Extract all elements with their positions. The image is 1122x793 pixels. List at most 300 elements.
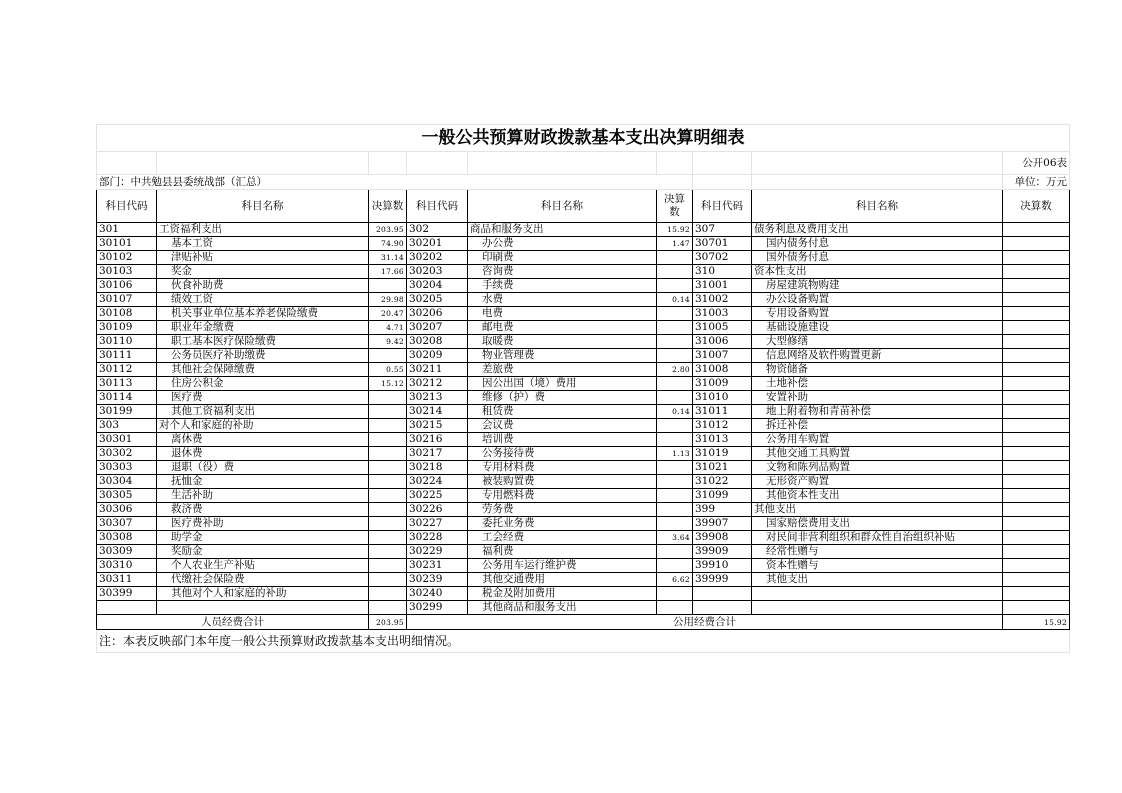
item-amount bbox=[1003, 349, 1070, 363]
table-row bbox=[97, 433, 1070, 447]
item-name: 办公费 bbox=[468, 237, 657, 251]
item-amount bbox=[369, 489, 407, 503]
table-row bbox=[97, 545, 1070, 559]
department-label: 部门：中共勉县县委统战部（汇总） bbox=[97, 175, 693, 190]
table-row bbox=[97, 419, 1070, 433]
item-amount bbox=[1003, 433, 1070, 447]
item-amount bbox=[369, 391, 407, 405]
item-name bbox=[157, 601, 369, 615]
item-name: 住房公积金 bbox=[157, 377, 369, 391]
item-name: 代缴社会保险费 bbox=[157, 573, 369, 587]
item-amount bbox=[1003, 223, 1070, 237]
item-name: 基本工资 bbox=[157, 237, 369, 251]
item-amount bbox=[657, 503, 693, 517]
item-amount bbox=[1003, 405, 1070, 419]
item-code: 30701 bbox=[693, 237, 752, 251]
item-name: 退休费 bbox=[157, 447, 369, 461]
item-code: 30206 bbox=[407, 307, 468, 321]
item-code: 30224 bbox=[407, 475, 468, 489]
item-amount: 1.13 bbox=[657, 447, 693, 461]
item-name: 其他资本性支出 bbox=[752, 489, 1003, 503]
item-code: 39910 bbox=[693, 559, 752, 573]
item-name: 大型修缮 bbox=[752, 335, 1003, 349]
item-name: 职工基本医疗保险缴费 bbox=[157, 335, 369, 349]
item-amount: 203.95 bbox=[369, 223, 407, 237]
item-code: 30226 bbox=[407, 503, 468, 517]
item-code: 30209 bbox=[407, 349, 468, 363]
item-name: 无形资产购置 bbox=[752, 475, 1003, 489]
item-amount bbox=[657, 265, 693, 279]
item-name: 劳务费 bbox=[468, 503, 657, 517]
item-amount bbox=[369, 503, 407, 517]
item-amount bbox=[657, 461, 693, 475]
item-name: 专用燃料费 bbox=[468, 489, 657, 503]
item-amount bbox=[1003, 363, 1070, 377]
item-name: 奖金 bbox=[157, 265, 369, 279]
item-amount bbox=[369, 517, 407, 531]
item-name: 奖励金 bbox=[157, 545, 369, 559]
table-row bbox=[97, 601, 1070, 615]
item-name: 房屋建筑物购建 bbox=[752, 279, 1003, 293]
item-amount: 17.66 bbox=[369, 265, 407, 279]
item-code: 30107 bbox=[97, 293, 157, 307]
item-code: 30103 bbox=[97, 265, 157, 279]
item-name: 救济费 bbox=[157, 503, 369, 517]
item-amount bbox=[1003, 335, 1070, 349]
table-row bbox=[97, 279, 1070, 293]
item-amount bbox=[1003, 461, 1070, 475]
item-code: 30101 bbox=[97, 237, 157, 251]
item-code: 30214 bbox=[407, 405, 468, 419]
item-amount: 4.71 bbox=[369, 321, 407, 335]
footnote: 注：本表反映部门本年度一般公共预算财政拨款基本支出明细情况。 bbox=[97, 630, 1070, 653]
item-name: 其他支出 bbox=[752, 573, 1003, 587]
table-row bbox=[97, 503, 1070, 517]
item-amount bbox=[657, 601, 693, 615]
item-code: 31013 bbox=[693, 433, 752, 447]
item-amount bbox=[657, 377, 693, 391]
table-header-row bbox=[97, 190, 1070, 223]
item-name: 职业年金缴费 bbox=[157, 321, 369, 335]
personnel-total-value: 203.95 bbox=[369, 615, 407, 630]
item-amount bbox=[1003, 377, 1070, 391]
table-row bbox=[97, 349, 1070, 363]
personnel-total-label: 人员经费合计 bbox=[97, 615, 369, 630]
item-amount bbox=[369, 405, 407, 419]
item-amount bbox=[657, 321, 693, 335]
report-title: 一般公共预算财政拨款基本支出决算明细表 bbox=[97, 125, 1070, 152]
table-row bbox=[97, 447, 1070, 461]
header-name-2: 科目名称 bbox=[468, 190, 657, 223]
item-code: 30213 bbox=[407, 391, 468, 405]
item-code: 31005 bbox=[693, 321, 752, 335]
table-row bbox=[97, 377, 1070, 391]
item-name: 物资储备 bbox=[752, 363, 1003, 377]
item-code: 30201 bbox=[407, 237, 468, 251]
item-amount bbox=[657, 587, 693, 601]
table-row bbox=[97, 391, 1070, 405]
header-name-1: 科目名称 bbox=[157, 190, 369, 223]
table-row bbox=[97, 237, 1070, 251]
header-code-3: 科目代码 bbox=[693, 190, 752, 223]
item-code: 30302 bbox=[97, 447, 157, 461]
table-row bbox=[97, 475, 1070, 489]
item-amount bbox=[657, 279, 693, 293]
item-code: 30114 bbox=[97, 391, 157, 405]
item-code: 30102 bbox=[97, 251, 157, 265]
item-code: 31009 bbox=[693, 377, 752, 391]
item-code: 30110 bbox=[97, 335, 157, 349]
item-code: 307 bbox=[693, 223, 752, 237]
item-code: 31007 bbox=[693, 349, 752, 363]
item-code: 302 bbox=[407, 223, 468, 237]
item-name: 印刷费 bbox=[468, 251, 657, 265]
item-name: 国内债务付息 bbox=[752, 237, 1003, 251]
item-code: 30305 bbox=[97, 489, 157, 503]
item-amount bbox=[1003, 265, 1070, 279]
item-amount: 15.12 bbox=[369, 377, 407, 391]
item-code: 31010 bbox=[693, 391, 752, 405]
item-amount bbox=[1003, 237, 1070, 251]
item-name: 机关事业单位基本养老保险缴费 bbox=[157, 307, 369, 321]
item-amount: 20.47 bbox=[369, 307, 407, 321]
item-code: 30204 bbox=[407, 279, 468, 293]
item-amount bbox=[657, 489, 693, 503]
item-name: 其他交通费用 bbox=[468, 573, 657, 587]
item-name: 资本性支出 bbox=[752, 265, 1003, 279]
table-row bbox=[97, 265, 1070, 279]
item-amount bbox=[657, 307, 693, 321]
item-name: 其他社会保障缴费 bbox=[157, 363, 369, 377]
item-code: 30702 bbox=[693, 251, 752, 265]
item-code: 30227 bbox=[407, 517, 468, 531]
item-amount bbox=[657, 545, 693, 559]
item-name: 信息网络及软件购置更新 bbox=[752, 349, 1003, 363]
item-amount: 0.14 bbox=[657, 293, 693, 307]
header-name-3: 科目名称 bbox=[752, 190, 1003, 223]
item-name bbox=[752, 601, 1003, 615]
item-amount bbox=[657, 349, 693, 363]
item-code: 30304 bbox=[97, 475, 157, 489]
item-amount bbox=[1003, 447, 1070, 461]
item-code: 31006 bbox=[693, 335, 752, 349]
item-name: 其他工资福利支出 bbox=[157, 405, 369, 419]
item-code: 31011 bbox=[693, 405, 752, 419]
item-amount bbox=[1003, 251, 1070, 265]
item-name: 土地补偿 bbox=[752, 377, 1003, 391]
item-amount: 0.14 bbox=[657, 405, 693, 419]
item-name: 医疗费补助 bbox=[157, 517, 369, 531]
item-amount bbox=[1003, 489, 1070, 503]
header-amount-1: 决算数 bbox=[369, 190, 407, 223]
item-name: 对个人和家庭的补助 bbox=[157, 419, 369, 433]
item-name: 经常性赠与 bbox=[752, 545, 1003, 559]
item-name: 电费 bbox=[468, 307, 657, 321]
unit-label: 单位：万元 bbox=[1003, 175, 1070, 190]
item-name: 税金及附加费用 bbox=[468, 587, 657, 601]
item-name: 津贴补贴 bbox=[157, 251, 369, 265]
item-amount bbox=[369, 279, 407, 293]
item-amount bbox=[369, 447, 407, 461]
item-amount bbox=[1003, 307, 1070, 321]
item-amount bbox=[369, 433, 407, 447]
report-sheet bbox=[96, 124, 1068, 653]
item-code: 30303 bbox=[97, 461, 157, 475]
item-amount: 74.90 bbox=[369, 237, 407, 251]
item-name: 咨询费 bbox=[468, 265, 657, 279]
item-name: 伙食补助费 bbox=[157, 279, 369, 293]
form-number: 公开06表 bbox=[1003, 152, 1070, 175]
item-code: 30225 bbox=[407, 489, 468, 503]
item-name: 退职（役）费 bbox=[157, 461, 369, 475]
item-amount bbox=[1003, 601, 1070, 615]
item-amount bbox=[369, 573, 407, 587]
item-name: 办公设备购置 bbox=[752, 293, 1003, 307]
item-name: 资本性赠与 bbox=[752, 559, 1003, 573]
item-amount bbox=[369, 545, 407, 559]
item-code: 39909 bbox=[693, 545, 752, 559]
item-code: 31022 bbox=[693, 475, 752, 489]
item-amount: 9.42 bbox=[369, 335, 407, 349]
item-code: 30207 bbox=[407, 321, 468, 335]
item-name: 公务员医疗补助缴费 bbox=[157, 349, 369, 363]
item-amount bbox=[1003, 587, 1070, 601]
item-amount bbox=[369, 559, 407, 573]
item-name: 会议费 bbox=[468, 419, 657, 433]
item-code: 30202 bbox=[407, 251, 468, 265]
item-code: 39908 bbox=[693, 531, 752, 545]
item-code: 30239 bbox=[407, 573, 468, 587]
item-code: 399 bbox=[693, 503, 752, 517]
header-amount-3: 决算数 bbox=[1003, 190, 1070, 223]
item-name: 取暖费 bbox=[468, 335, 657, 349]
item-name: 国家赔偿费用支出 bbox=[752, 517, 1003, 531]
item-code: 30199 bbox=[97, 405, 157, 419]
item-name: 邮电费 bbox=[468, 321, 657, 335]
item-code: 30399 bbox=[97, 587, 157, 601]
item-amount bbox=[657, 475, 693, 489]
item-name: 医疗费 bbox=[157, 391, 369, 405]
item-name: 文物和陈列品购置 bbox=[752, 461, 1003, 475]
item-name: 商品和服务支出 bbox=[468, 223, 657, 237]
table-row bbox=[97, 517, 1070, 531]
item-name: 工会经费 bbox=[468, 531, 657, 545]
item-amount bbox=[1003, 391, 1070, 405]
item-amount bbox=[657, 419, 693, 433]
item-code: 30212 bbox=[407, 377, 468, 391]
public-total-label: 公用经费合计 bbox=[407, 615, 1003, 630]
item-code: 31021 bbox=[693, 461, 752, 475]
item-code: 30215 bbox=[407, 419, 468, 433]
item-name: 物业管理费 bbox=[468, 349, 657, 363]
item-amount bbox=[1003, 531, 1070, 545]
item-name: 专用材料费 bbox=[468, 461, 657, 475]
item-name: 因公出国（境）费用 bbox=[468, 377, 657, 391]
item-amount bbox=[1003, 517, 1070, 531]
item-amount bbox=[657, 335, 693, 349]
item-code: 31019 bbox=[693, 447, 752, 461]
header-code-2: 科目代码 bbox=[407, 190, 468, 223]
table-row bbox=[97, 363, 1070, 377]
item-code: 30113 bbox=[97, 377, 157, 391]
item-amount bbox=[1003, 475, 1070, 489]
item-code: 30203 bbox=[407, 265, 468, 279]
item-name: 手续费 bbox=[468, 279, 657, 293]
item-code: 30205 bbox=[407, 293, 468, 307]
item-code: 30111 bbox=[97, 349, 157, 363]
item-amount bbox=[369, 349, 407, 363]
item-name: 地上附着物和青苗补偿 bbox=[752, 405, 1003, 419]
item-name: 公务接待费 bbox=[468, 447, 657, 461]
item-name: 其他对个人和家庭的补助 bbox=[157, 587, 369, 601]
item-code: 30301 bbox=[97, 433, 157, 447]
item-code: 30218 bbox=[407, 461, 468, 475]
item-amount bbox=[657, 251, 693, 265]
totals-row bbox=[97, 615, 1070, 630]
item-amount: 31.14 bbox=[369, 251, 407, 265]
item-name: 个人农业生产补贴 bbox=[157, 559, 369, 573]
item-amount: 1.47 bbox=[657, 237, 693, 251]
item-amount bbox=[369, 531, 407, 545]
report-table bbox=[96, 124, 1070, 653]
item-amount bbox=[657, 517, 693, 531]
item-code: 30310 bbox=[97, 559, 157, 573]
item-code: 31002 bbox=[693, 293, 752, 307]
item-name: 其他支出 bbox=[752, 503, 1003, 517]
item-code: 30216 bbox=[407, 433, 468, 447]
table-row bbox=[97, 307, 1070, 321]
item-code: 30311 bbox=[97, 573, 157, 587]
item-code: 39907 bbox=[693, 517, 752, 531]
item-amount: 29.98 bbox=[369, 293, 407, 307]
item-name: 抚恤金 bbox=[157, 475, 369, 489]
item-name: 租赁费 bbox=[468, 405, 657, 419]
table-row bbox=[97, 223, 1070, 237]
item-amount: 15.92 bbox=[657, 223, 693, 237]
table-body bbox=[97, 190, 1070, 615]
item-name: 工资福利支出 bbox=[157, 223, 369, 237]
item-code: 30208 bbox=[407, 335, 468, 349]
item-code: 30231 bbox=[407, 559, 468, 573]
item-amount bbox=[1003, 503, 1070, 517]
item-amount bbox=[369, 419, 407, 433]
item-name: 拆迁补偿 bbox=[752, 419, 1003, 433]
item-code: 30217 bbox=[407, 447, 468, 461]
item-amount bbox=[657, 559, 693, 573]
table-row bbox=[97, 251, 1070, 265]
item-name: 公务用车运行维护费 bbox=[468, 559, 657, 573]
item-name: 其他商品和服务支出 bbox=[468, 601, 657, 615]
item-amount bbox=[369, 461, 407, 475]
item-code: 30211 bbox=[407, 363, 468, 377]
item-amount bbox=[369, 601, 407, 615]
item-code: 30229 bbox=[407, 545, 468, 559]
item-code: 31001 bbox=[693, 279, 752, 293]
item-code: 31012 bbox=[693, 419, 752, 433]
public-total-value: 15.92 bbox=[1003, 615, 1070, 630]
item-amount bbox=[1003, 559, 1070, 573]
item-name: 助学金 bbox=[157, 531, 369, 545]
item-name: 其他交通工具购置 bbox=[752, 447, 1003, 461]
table-row bbox=[97, 405, 1070, 419]
item-amount bbox=[1003, 573, 1070, 587]
item-amount: 0.55 bbox=[369, 363, 407, 377]
item-name: 专用设备购置 bbox=[752, 307, 1003, 321]
item-name: 公务用车购置 bbox=[752, 433, 1003, 447]
item-code bbox=[693, 601, 752, 615]
item-code: 30228 bbox=[407, 531, 468, 545]
table-row bbox=[97, 531, 1070, 545]
item-code: 30108 bbox=[97, 307, 157, 321]
item-name: 委托业务费 bbox=[468, 517, 657, 531]
item-code: 30240 bbox=[407, 587, 468, 601]
item-amount bbox=[369, 475, 407, 489]
item-amount bbox=[1003, 293, 1070, 307]
table-row bbox=[97, 573, 1070, 587]
item-code: 30307 bbox=[97, 517, 157, 531]
item-code bbox=[693, 587, 752, 601]
item-code: 310 bbox=[693, 265, 752, 279]
item-name bbox=[752, 587, 1003, 601]
table-row bbox=[97, 587, 1070, 601]
header-code-1: 科目代码 bbox=[97, 190, 157, 223]
item-code bbox=[97, 601, 157, 615]
item-amount bbox=[657, 391, 693, 405]
item-name: 基础设施建设 bbox=[752, 321, 1003, 335]
item-name: 福利费 bbox=[468, 545, 657, 559]
table-row bbox=[97, 489, 1070, 503]
item-amount bbox=[1003, 321, 1070, 335]
item-amount: 2.80 bbox=[657, 363, 693, 377]
item-amount bbox=[1003, 279, 1070, 293]
item-name: 维修（护）费 bbox=[468, 391, 657, 405]
item-code: 31008 bbox=[693, 363, 752, 377]
item-code: 30112 bbox=[97, 363, 157, 377]
item-name: 安置补助 bbox=[752, 391, 1003, 405]
item-name: 被装购置费 bbox=[468, 475, 657, 489]
header-amount-2: 决算数 bbox=[657, 190, 693, 223]
item-code: 39999 bbox=[693, 573, 752, 587]
item-code: 30109 bbox=[97, 321, 157, 335]
item-code: 30306 bbox=[97, 503, 157, 517]
table-row bbox=[97, 559, 1070, 573]
item-name: 差旅费 bbox=[468, 363, 657, 377]
item-name: 债务利息及费用支出 bbox=[752, 223, 1003, 237]
item-name: 国外债务付息 bbox=[752, 251, 1003, 265]
table-row bbox=[97, 335, 1070, 349]
item-amount: 3.64 bbox=[657, 531, 693, 545]
item-name: 水费 bbox=[468, 293, 657, 307]
item-code: 301 bbox=[97, 223, 157, 237]
item-name: 培训费 bbox=[468, 433, 657, 447]
table-row bbox=[97, 293, 1070, 307]
item-code: 30106 bbox=[97, 279, 157, 293]
item-amount bbox=[657, 433, 693, 447]
item-name: 绩效工资 bbox=[157, 293, 369, 307]
table-row bbox=[97, 321, 1070, 335]
item-code: 303 bbox=[97, 419, 157, 433]
item-code: 31003 bbox=[693, 307, 752, 321]
item-code: 30309 bbox=[97, 545, 157, 559]
item-amount bbox=[1003, 545, 1070, 559]
item-name: 对民间非营利组织和群众性自治组织补贴 bbox=[752, 531, 1003, 545]
item-code: 31099 bbox=[693, 489, 752, 503]
item-name: 离休费 bbox=[157, 433, 369, 447]
item-amount: 6.62 bbox=[657, 573, 693, 587]
item-code: 30308 bbox=[97, 531, 157, 545]
item-code: 30299 bbox=[407, 601, 468, 615]
item-amount bbox=[1003, 419, 1070, 433]
